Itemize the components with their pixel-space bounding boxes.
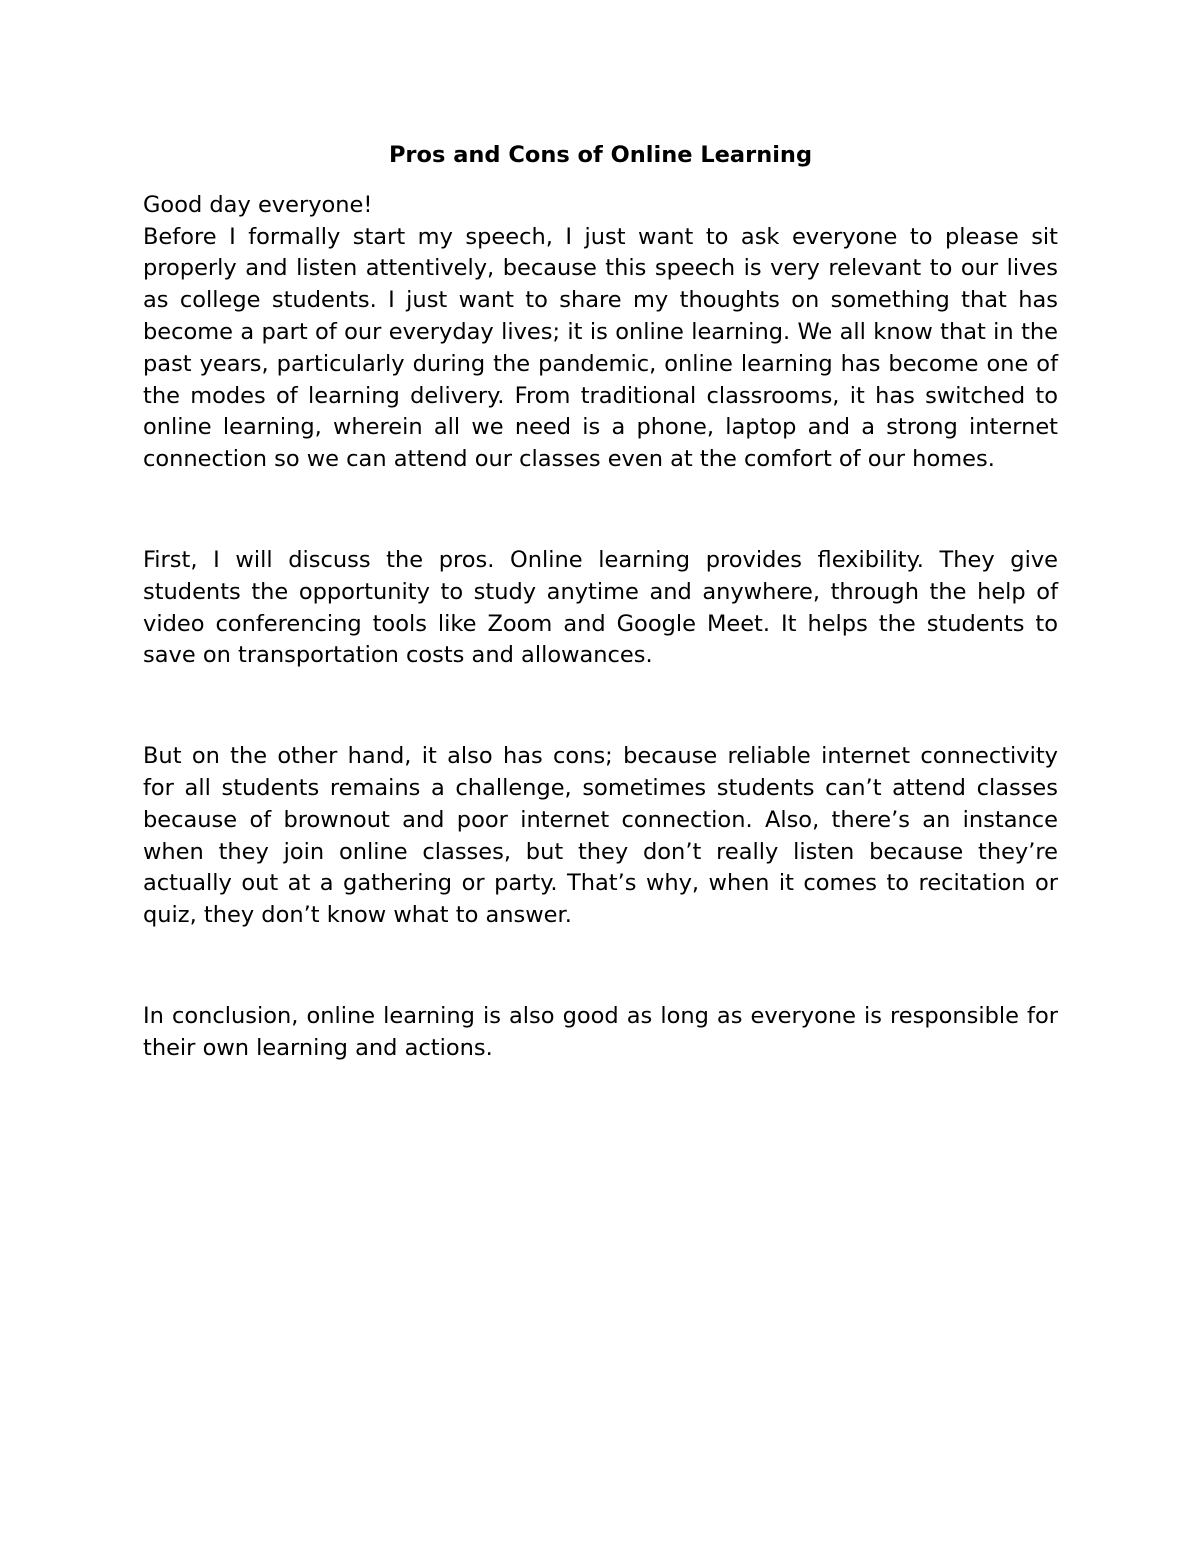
document-body [143, 140, 1058, 1065]
document-title: Pros and Cons of Online Learning [388, 142, 813, 168]
paragraph-spacer [143, 932, 1058, 1001]
greeting-line: Good day everyone! [143, 191, 373, 218]
paragraph-spacer [143, 476, 1058, 545]
paragraph-conclusion: In conclusion, online learning is also good as long as everyone is responsible for their own learning and actions. [143, 1002, 1058, 1061]
paragraph-pros: First, I will discuss the pros. Online learning provides flexibility. They give students the opportunity to study anytime and anywhere, through the help of video conferencing tools like Zoom and Google Meet. It helps the students to save on transportation costs and allowances. [143, 546, 1058, 669]
paragraph-spacer [143, 672, 1058, 741]
paragraph-cons: But on the other hand, it also has cons; because reliable internet connectivity for all students remains a challenge, sometimes students can’t attend classes because of brownout and poor internet connection. Also, there’s an instance when they join online classes, but they don’t really listen because they’re actually out at a gathering or party. That’s why, when it comes to recitation or quiz, they don’t know what to answer. [143, 743, 1058, 929]
paragraph-introduction: Before I formally start my speech, I just want to ask everyone to please sit properly and listen attentively, because this speech is very relevant to our lives as college students. I just want to share my thoughts on something that has become a part of our everyday lives; it is online learning. We all know that in the past years, particularly during the pandemic, online learning has become one of the modes of learning delivery. From traditional classrooms, it has switched to online learning, wherein all we need is a phone, laptop and a strong internet connection so we can attend our classes even at the comfort of our homes. [143, 223, 1058, 473]
